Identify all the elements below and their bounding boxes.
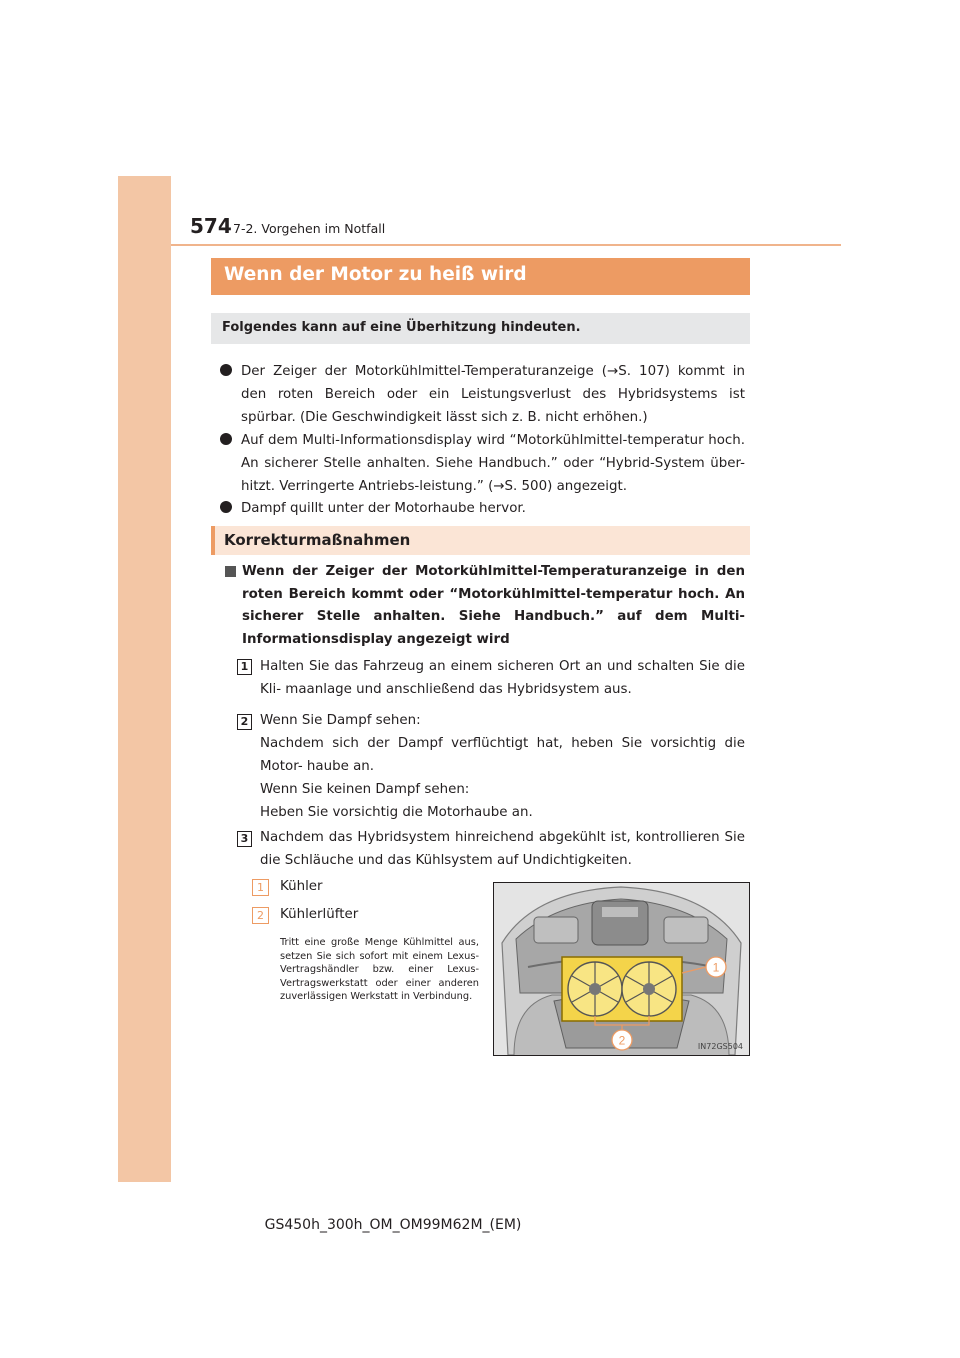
bullet-icon <box>220 364 232 376</box>
header-rule <box>171 244 841 246</box>
step-text: Halten Sie das Fahrzeug an einem sicheren Ort an und schalten Sie die Kli- maanlage und anschließend das Hybridsystem aus. <box>260 659 745 697</box>
nosteam-text: Heben Sie vorsichtig die Motorhaube an. <box>260 805 533 820</box>
condition-text: Wenn der Zeiger der Motorkühlmittel-Temperaturanzeige in den roten Bereich kommt oder “Motorkühlmittel-temperatur hoch. An sicherer Stelle anhalten. Siehe Handbuch.” auf dem Multi-Informationsdisplay angezeigt wird <box>242 564 745 647</box>
corrective-heading <box>211 526 750 555</box>
square-bullet-icon <box>225 566 236 577</box>
bullet-item <box>220 429 745 498</box>
steam-text: Nachdem sich der Dampf verflüchtigt hat, heben Sie vorsichtig die Motor- haube an. <box>260 736 745 774</box>
step-2-steam <box>260 709 745 778</box>
bullet-text: Der Zeiger der Motorkühlmittel-Temperaturanzeige (→S. 107) kommt in den roten Bereich oder ein Leistungsverlust des Hybridsystems ist spürbar. (Die Geschwindigkeit lässt sich z. B. nicht erhöhen.) <box>241 364 745 425</box>
chapter-title: 7-2. Vorgehen im Notfall <box>233 221 386 236</box>
corrective-title: Korrekturmaßnahmen <box>224 531 411 549</box>
step-badge: 2 <box>237 714 252 730</box>
nosteam-label: Wenn Sie keinen Dampf sehen: <box>260 782 470 797</box>
page-number: 574 <box>190 214 232 238</box>
bullet-item <box>220 360 745 429</box>
figure-callout: 1 <box>712 960 720 975</box>
engine-illustration <box>494 883 749 1055</box>
subtitle-bar <box>211 313 750 344</box>
figure-code: IN72GS504 <box>697 1042 743 1051</box>
engine-figure <box>493 882 750 1056</box>
legend-number: 1 <box>252 879 269 896</box>
subtitle-text: Folgendes kann auf eine Überhitzung hindeuten. <box>222 320 581 335</box>
bullet-icon <box>220 501 232 513</box>
side-band <box>118 176 171 1182</box>
step-2-nosteam <box>260 778 745 824</box>
legend-label: Kühlerlüfter <box>280 907 359 922</box>
step-badge: 1 <box>237 659 252 675</box>
step-badge: 3 <box>237 831 252 847</box>
condition-item <box>222 561 745 651</box>
section-title: Wenn der Motor zu heiß wird <box>224 264 527 285</box>
bullet-icon <box>220 433 232 445</box>
legend-number: 2 <box>252 907 269 924</box>
warning-note: Tritt eine große Menge Kühlmittel aus, setzen Sie sich sofort mit einem Lexus-Vertragshändler bzw. einer Lexus-Vertragswerkstatt oder einer anderen zuverlässigen Werkstatt in Verbindung. <box>280 937 479 1002</box>
bullet-text: Auf dem Multi-Informationsdisplay wird “Motorkühlmittel-temperatur hoch. An sicherer Stelle anhalten. Siehe Handbuch.” oder “Hybrid-System über- hitzt. Verringerte Antriebs-leistung.” (→S. 500) angezeigt. <box>241 433 745 494</box>
footer-doc-id: GS450h_300h_OM_OM99M62M_(EM) <box>264 1217 522 1233</box>
figure-callout: 2 <box>618 1033 626 1048</box>
step-text: Nachdem das Hybridsystem hinreichend abgekühlt ist, kontrollieren Sie die Schläuche und das Kühlsystem auf Undichtigkeiten. <box>260 830 745 868</box>
section-heading <box>211 258 750 295</box>
footer <box>0 1217 960 1233</box>
bullet-item <box>220 497 745 520</box>
legend-label: Kühler <box>280 879 323 894</box>
bullet-text: Dampf quillt unter der Motorhaube hervor. <box>241 501 526 516</box>
steam-label: Wenn Sie Dampf sehen: <box>260 713 421 728</box>
